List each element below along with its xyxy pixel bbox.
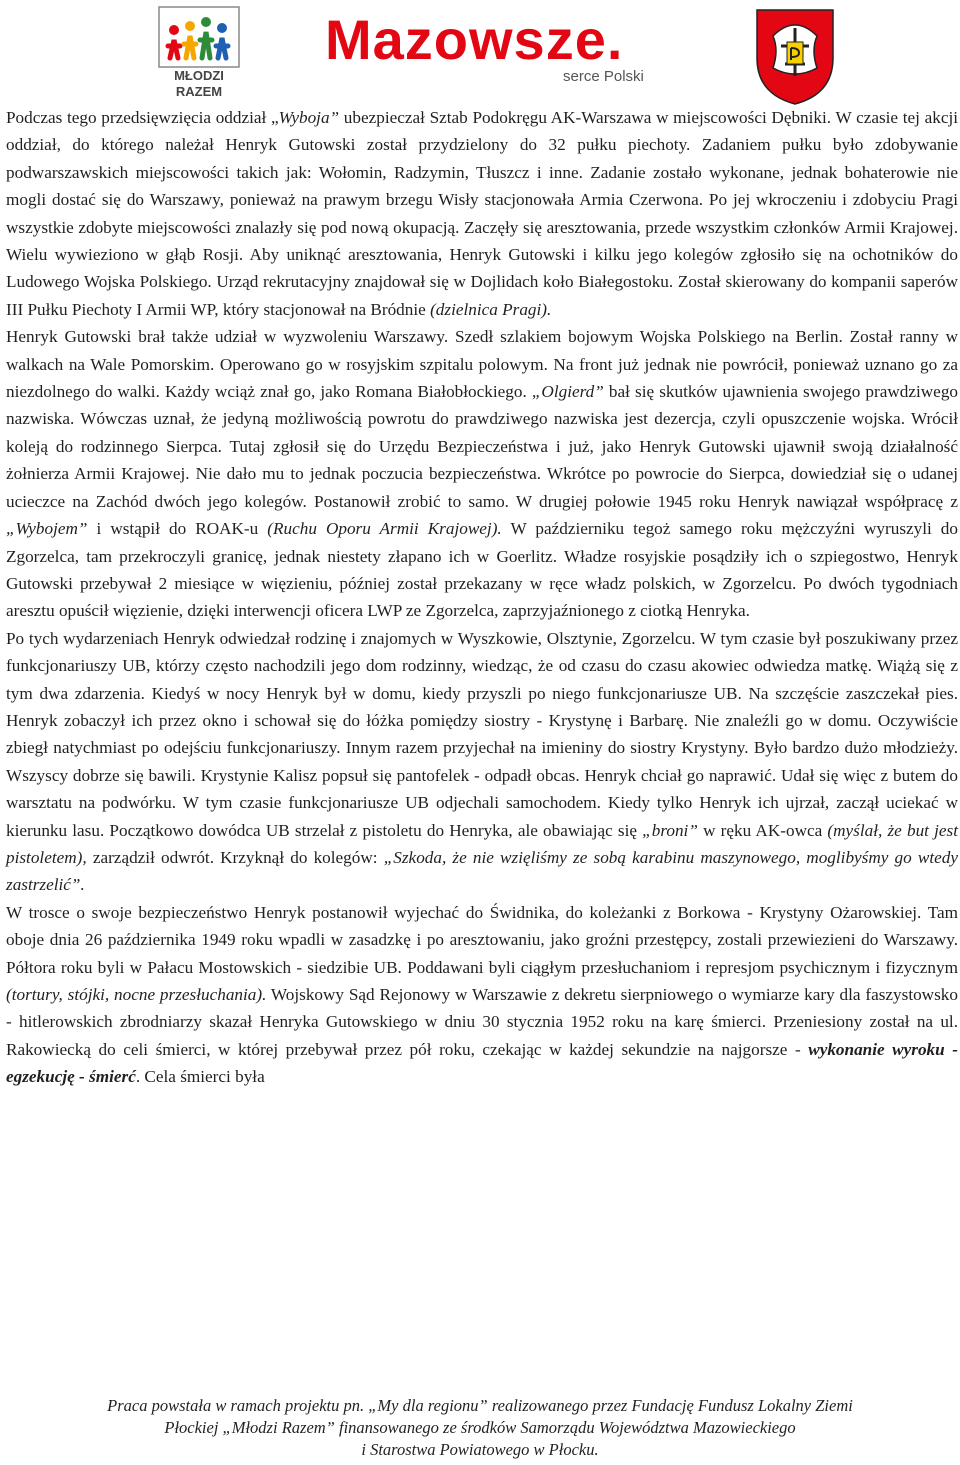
- text-run: i wstąpił do ROAK-u: [87, 519, 268, 539]
- footer-line-3: i Starostwa Powiatowego w Płocku.: [361, 1440, 599, 1459]
- text-run: „Olgierd”: [531, 382, 604, 402]
- article-body: [6, 104, 958, 1091]
- text-run: (Ruchu Oporu Armii Krajowej).: [267, 519, 502, 539]
- mlodzi-razem-logo: [158, 6, 240, 106]
- coat-of-arms-icon: [753, 6, 837, 106]
- paragraph: [6, 625, 958, 899]
- text-run: Wojskowy Sąd Rejonowy w Warszawie z dekretu sierpniowego o wymiarze kary dla faszystowsko - hitlerowskich zbrodniarzy skazał Henryka Gutowskiego w dniu 30 stycznia 1952 roku na karę śmierci. Przeniesiony został na ul. Rakowiecką do celi śmierci, w której przebywał przez pół roku, czekając w każdej sekundzie na najgorsze -: [6, 985, 958, 1059]
- text-run: zarządził odwrót. Krzyknął do kolegów:: [86, 847, 384, 867]
- text-run: Henryk Gutowski brał także udział w wyzwoleniu Warszawy. Szedł szlakiem bojowym Wojska Polskiego na Berlin. Został ranny w walkach na Wale Pomorskim. Operowano go w rosyjskim szpitalu polowym. Na front już jednak nie powrócił, ponieważ uznano go za niezdolnego do walki. Każdy wciąż znał go, jako Romana Białobłockiego.: [6, 327, 958, 402]
- mazowsze-logo-text: Mazowsze.: [325, 8, 624, 71]
- children-figures-icon: [158, 6, 240, 68]
- text-run: Podczas tego przedsięwzięcia oddział „: [6, 108, 279, 127]
- text-run: (myślał, że but jest pistoletem),: [6, 820, 958, 867]
- mlodzi-razem-logo-text: MŁODZI RAZEM: [174, 68, 224, 99]
- footer-line-1: Praca powstała w ramach projektu pn. „My dla regionu” realizowanego przez Fundację Fundusz Lokalny Ziemi: [107, 1396, 853, 1415]
- paragraph: [6, 899, 958, 1091]
- text-run: wykonanie wyroku - egzekucję - śmierć: [6, 1039, 958, 1087]
- text-run: . Cela śmierci była: [135, 1067, 265, 1087]
- text-run: (tortury, stójki, nocne przesłuchania).: [6, 985, 267, 1004]
- text-run: „Wybojem”: [6, 519, 88, 539]
- text-run: Po tych wydarzeniach Henryk odwiedzał rodzinę i znajomych w Wyszkowie, Olsztynie, Zgorzelcu. W tym czasie był poszukiwany przez funkcjonariuszy UB, którzy często nachodzili jego dom rodzinny, wiedząc, że od czasu do czasu akowiec odwiedza matkę. Wiążą się z tym dwa zdarzenia. Kiedyś w nocy Henryk był w domu, kiedy przyszli po niego funkcjonariusze UB. Na szczęście zaszczekał pies. Henryk zobaczył ich przez okno i schował się do łóżka pomiędzy siostry - Krystynę i Barbarę. Nie znaleźli go w domu. Oczywiście zbiegł natychmiast po odejściu funkcjonariuszy. Innym razem przyjechał na imieniny do siostry Krystyny. Było bardzo dużo młodzieży. Wszyscy dobrze się bawili. Krystynie Kalisz popsuł się pantofelek - odpadł obcas. Henryk chciał go naprawić. Udał się więc z butem do warsztatu na podwórku. W tym czasie funkcjonariusze UB odjechali samochodem. Kiedy tylko Henryk ich ujrzał, zaczął uciekać w kierunku lasu. Początkowo dowódca UB strzelał z pistoletu do Henryka, ale obawiając się: [6, 628, 958, 840]
- text-run: (dzielnica Pragi).: [430, 299, 552, 319]
- text-run: Wyboja”: [278, 108, 340, 127]
- text-run: w ręku AK-owca: [697, 820, 828, 840]
- footer-line-2: Płockiej „Młodzi Razem” finansowanego ze środków Samorządu Województwa Mazowieckiego: [164, 1418, 796, 1437]
- paragraph: [6, 104, 958, 323]
- page-header: [0, 0, 960, 108]
- mazowsze-logo-tagline: serce Polski: [563, 68, 644, 85]
- text-run: „Szkoda, że nie wzięliśmy ze sobą karabinu maszynowego, moglibyśmy go wtedy zastrzelić”.: [6, 847, 958, 895]
- page-footer: [0, 1395, 960, 1461]
- text-run: W październiku tegoż samego roku mężczyźni wyruszyli do Zgorzelca, tam przekroczyli granicę, jednak niestety złapano ich w Goerlitz. Władze rosyjskie posądziły ich o szpiegostwo, Henryk Gutowski przebywał 2 miesiące w więzieniu, później został przekazany w ręce władz polskich, w Zgorzelcu. Po dwóch tygodniach aresztu opuścił więzienie, dzięki interwencji oficera LWP ze Zgorzelca, zaprzyjaźnionego z ciotką Henryka.: [6, 519, 958, 621]
- text-run: bał się skutków ujawnienia swojego prawdziwego nazwiska. Wówczas uznał, że jedyną możliwością powrotu do prawdziwego nazwiska jest dezercja, czyli opuszczenie wojska. Wrócił koleją do rodzinnego Sierpca. Tutaj zgłosił się do Urzędu Bezpieczeństwa i już, jako Henryk Gutowski ujawnił swoją działalność żołnierza Armii Krajowej. Nie dało mu to jednak poczucia bezpieczeństwa. Wkrótce po powrocie do Sierpca, dowiedział się o udanej ucieczce na Zachód dwóch jego kolegów. Postanowił zrobić to samo. W drugiej połowie 1945 roku Henryk nawiązał współpracę z: [6, 382, 959, 511]
- text-run: W trosce o swoje bezpieczeństwo Henryk postanowił wyjechać do Świdnika, do koleżanki z Borkowa - Krystyny Ożarowskiej. Tam oboje dnia 26 października 1949 roku wpadli w zasadzkę i po aresztowaniu, jako groźni przestępcy, zostali przewiezieni do Warszawy. Półtora roku byli w Pałacu Mostowskich - siedzibie UB. Poddawani byli ciągłym przesłuchaniom i represjom psychicznym i fizycznym: [6, 902, 958, 977]
- text-run: ubezpieczał Sztab Podokręgu AK-Warszawa w miejscowości Dębniki. W czasie tej akcji oddział, do którego należał Henryk Gutowski został przydzielony do 32 pułku piechoty. Zadaniem pułku było zdobywanie podwarszawskich miejscowości takich jak: Wołomin, Radzymin, Tłuszcz i inne. Zadanie zostało wykonane, jednak bohaterowie nie mogli dostać się do Warszawy, ponieważ na prawym brzegu Wisły stacjonowała Armia Czerwona. Po jej wkroczeniu i zdobyciu Pragi wszystkie zdobyte miejscowości znalazły się pod nową okupacją. Zaczęły się aresztowania, przede wszystkim członków Armii Krajowej. Wielu wywieziono w głąb Rosji. Aby uniknąć aresztowania, Henryk Gutowski i kilku jego kolegów zgłosiło się na ochotników do Ludowego Wojska Polskiego. Urząd rekrutacyjny znajdował się w Dojlidach koło Białegostoku. Został skierowany do kompanii saperów III Pułku Piechoty I Armii WP, który stacjonował na Bródnie: [6, 108, 958, 319]
- mazowsze-logo: [325, 10, 665, 90]
- paragraph: [6, 323, 958, 624]
- text-run: „broni”: [642, 820, 698, 840]
